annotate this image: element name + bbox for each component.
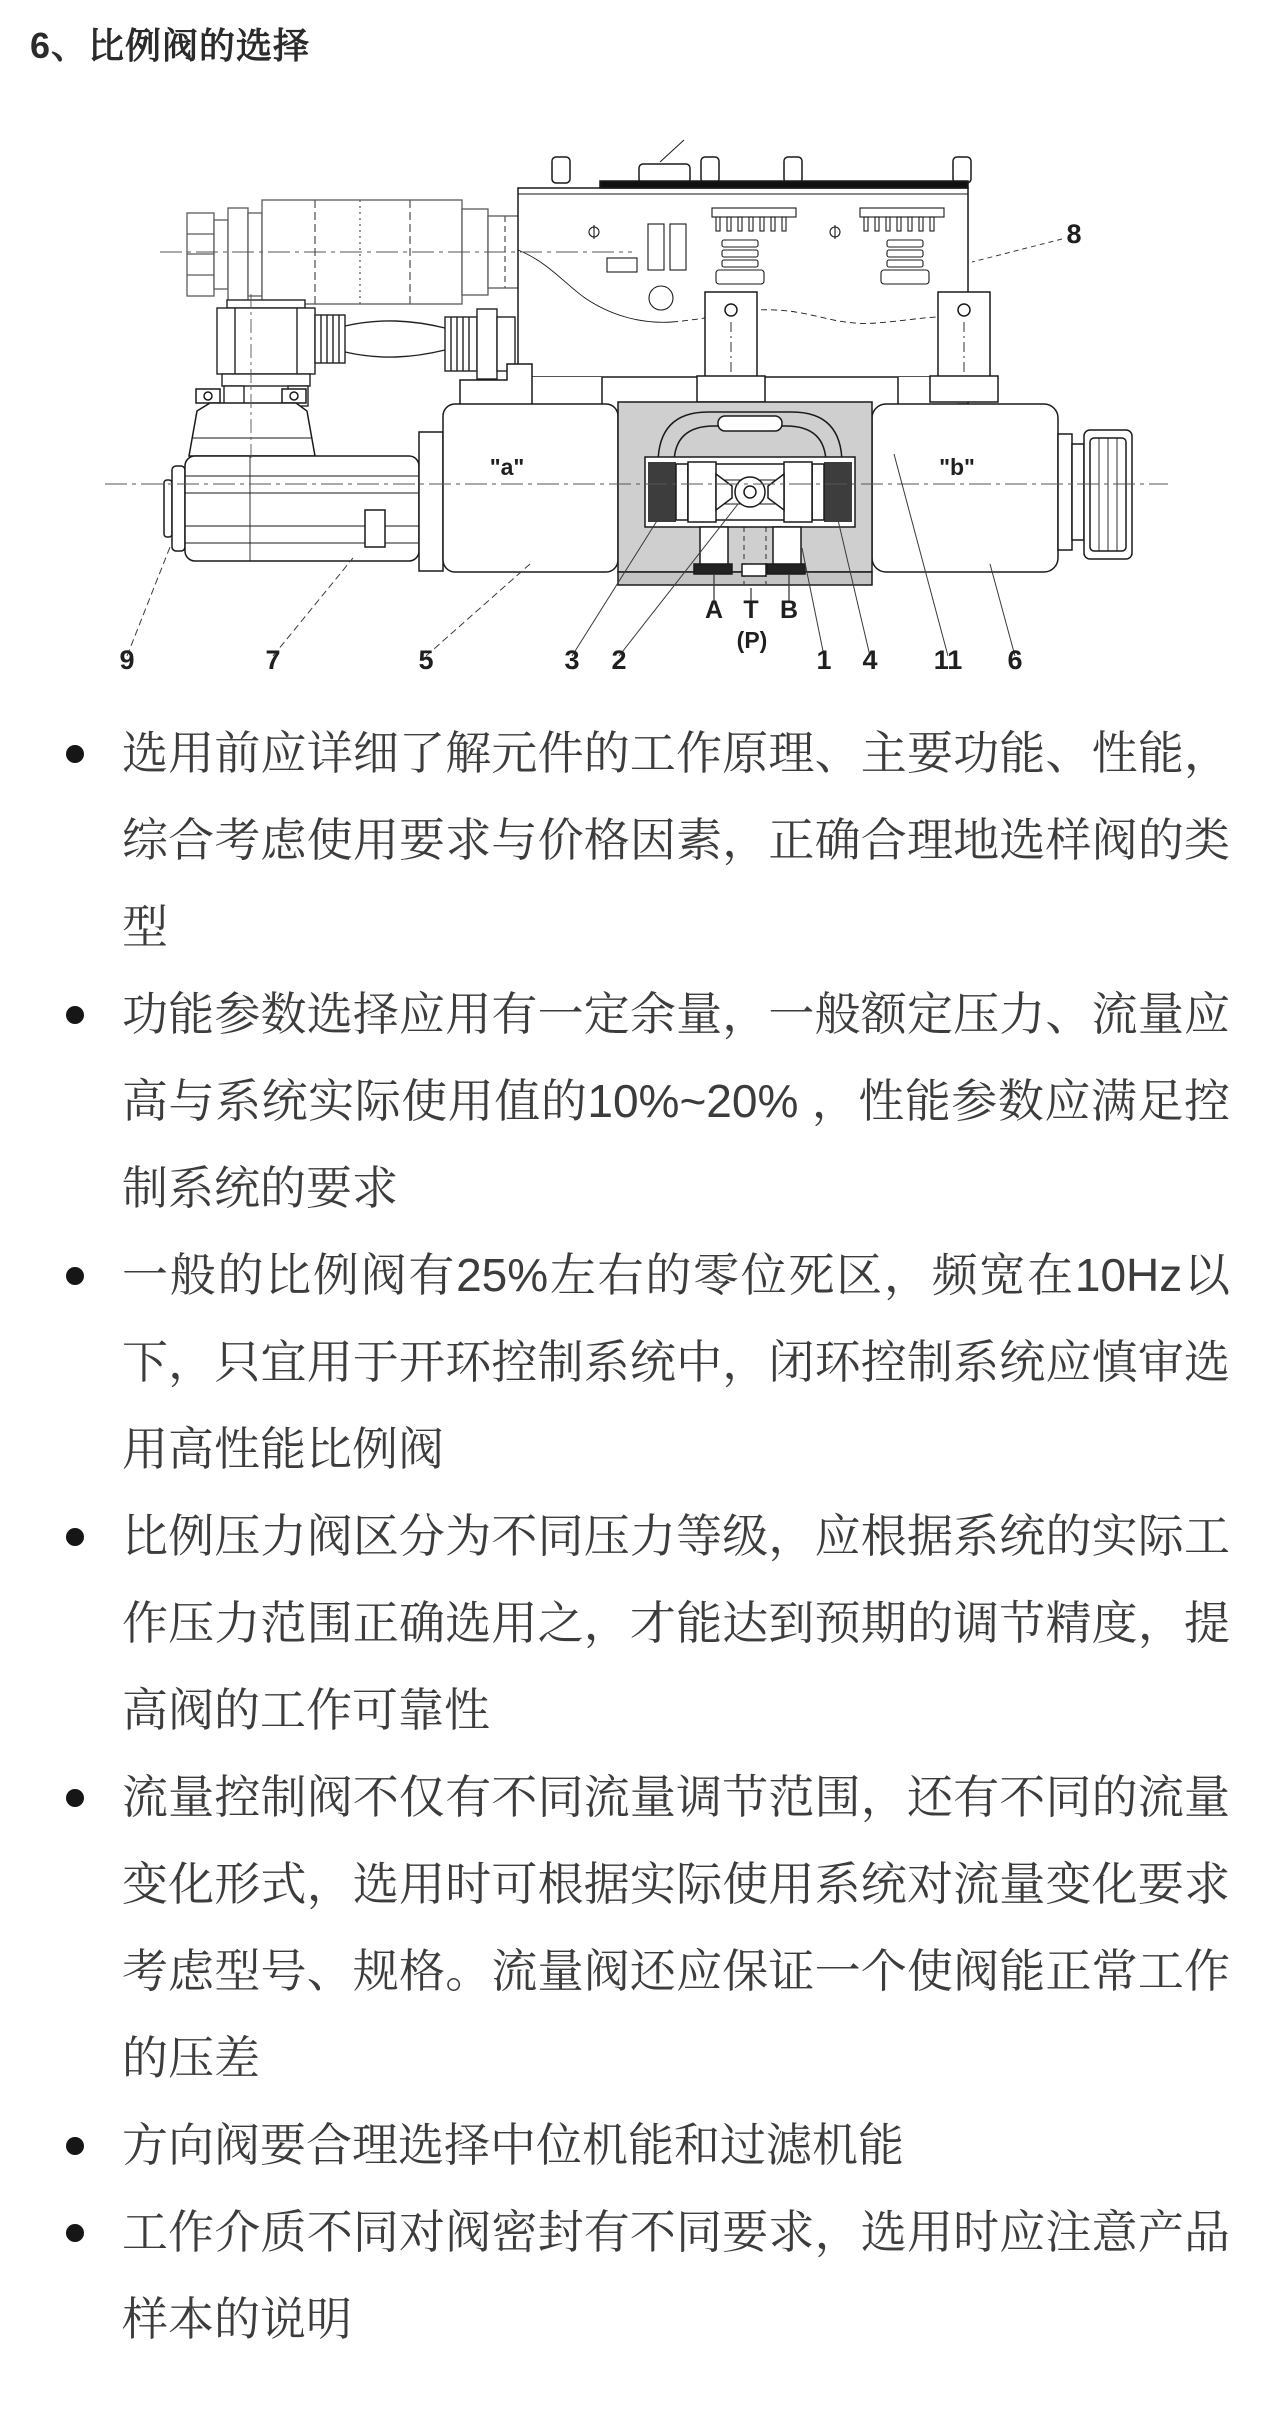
selection-notes-list — [58, 710, 1230, 2363]
part-label-2: 2 — [611, 645, 627, 675]
part-label-4: 4 — [862, 645, 878, 675]
port-label-p: (P) — [736, 627, 768, 653]
part-label-5: 5 — [418, 645, 434, 675]
solenoid — [164, 389, 443, 571]
port-label-t: T — [743, 596, 759, 624]
valve-cross-section-svg — [60, 112, 1220, 712]
list-item: 一般的比例阀有25%左右的零位死区，频宽在10Hz以下，只宜用于开环控制系统中，闭环控制系统应慎审选用高性能比例阀 — [58, 1232, 1230, 1493]
port-label-a: A — [704, 596, 724, 624]
list-item: 功能参数选择应用有一定余量，一般额定压力、流量应高与系统实际使用值的10%~20% ，性能参数应满足控制系统的要求 — [58, 971, 1230, 1232]
chamber-label-b: "b" — [939, 454, 975, 480]
page-title: 6、比例阀的选择 — [30, 25, 311, 66]
list-item: 比例压力阀区分为不同压力等级，应根据系统的实际工作压力范围正确选用之，才能达到预期的调节精度，提高阀的工作可靠性 — [58, 1493, 1230, 1754]
part-label-7: 7 — [265, 645, 281, 675]
list-item: 方向阀要合理选择中位机能和过滤机能 — [58, 2102, 1230, 2189]
list-item: 流量控制阀不仅有不同流量调节范围，还有不同的流量变化形式，选用时可根据实际使用系统对流量变化要求考虑型号、规格。流量阀还应保证一个使阀能正常工作的压差 — [58, 1754, 1230, 2102]
part-label-11: 11 — [933, 645, 963, 675]
part-label-6: 6 — [1007, 645, 1023, 675]
chamber-label-a: "a" — [489, 454, 525, 480]
port-label-b: B — [779, 596, 799, 624]
part-label-8: 8 — [1066, 219, 1082, 249]
list-item: 选用前应详细了解元件的工作原理、主要功能、性能，综合考虑使用要求与价格因素，正确合理地选样阀的类型 — [58, 710, 1230, 971]
part-label-1: 1 — [816, 645, 832, 675]
list-item: 工作介质不同对阀密封有不同要求，选用时应注意产品样本的说明 — [58, 2189, 1230, 2363]
part-label-3: 3 — [564, 645, 580, 675]
valve-diagram — [60, 112, 1220, 712]
part-label-9: 9 — [119, 645, 135, 675]
